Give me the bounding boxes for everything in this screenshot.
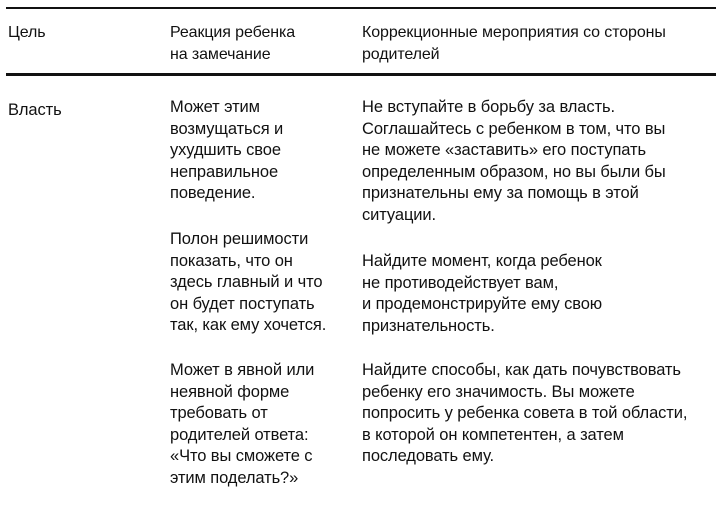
measure-3: Найдите способы, как дать почувствовать ребенку его значимость. Вы можете попросить у ребенка совета в той области, в которой он компетентен, а затем последовать ему. — [362, 361, 688, 466]
header-divider-rule — [6, 73, 716, 76]
header-goal: Цель — [8, 24, 46, 41]
header-reaction: Реакция ребенка на замечание — [170, 24, 296, 63]
row-goal: Власть — [8, 101, 62, 119]
header-measures: Коррекционные мероприятия со стороны родителей — [362, 24, 666, 63]
reaction-2: Полон решимости показать, что он здесь главный и что он будет поступать так, как ему хочется. — [170, 230, 327, 335]
measure-1: Не вступайте в борьбу за власть. Соглашайтесь с ребенком в том, что вы не можете «заставить» его поступать определенным образом, но вы были бы признательны ему за помощь в этой ситуации. — [362, 98, 666, 224]
table-top-rule — [6, 7, 716, 9]
reaction-3: Может в явной или неявной форме требовать от родителей ответа: «Что вы сможете с этим поделать?» — [170, 361, 315, 487]
measure-2: Найдите момент, когда ребенок не противодействует вам, и продемонстрируйте ему свою признательность. — [362, 252, 603, 335]
reaction-1: Может этим возмущаться и ухудшить свое неправильное поведение. — [170, 98, 284, 203]
